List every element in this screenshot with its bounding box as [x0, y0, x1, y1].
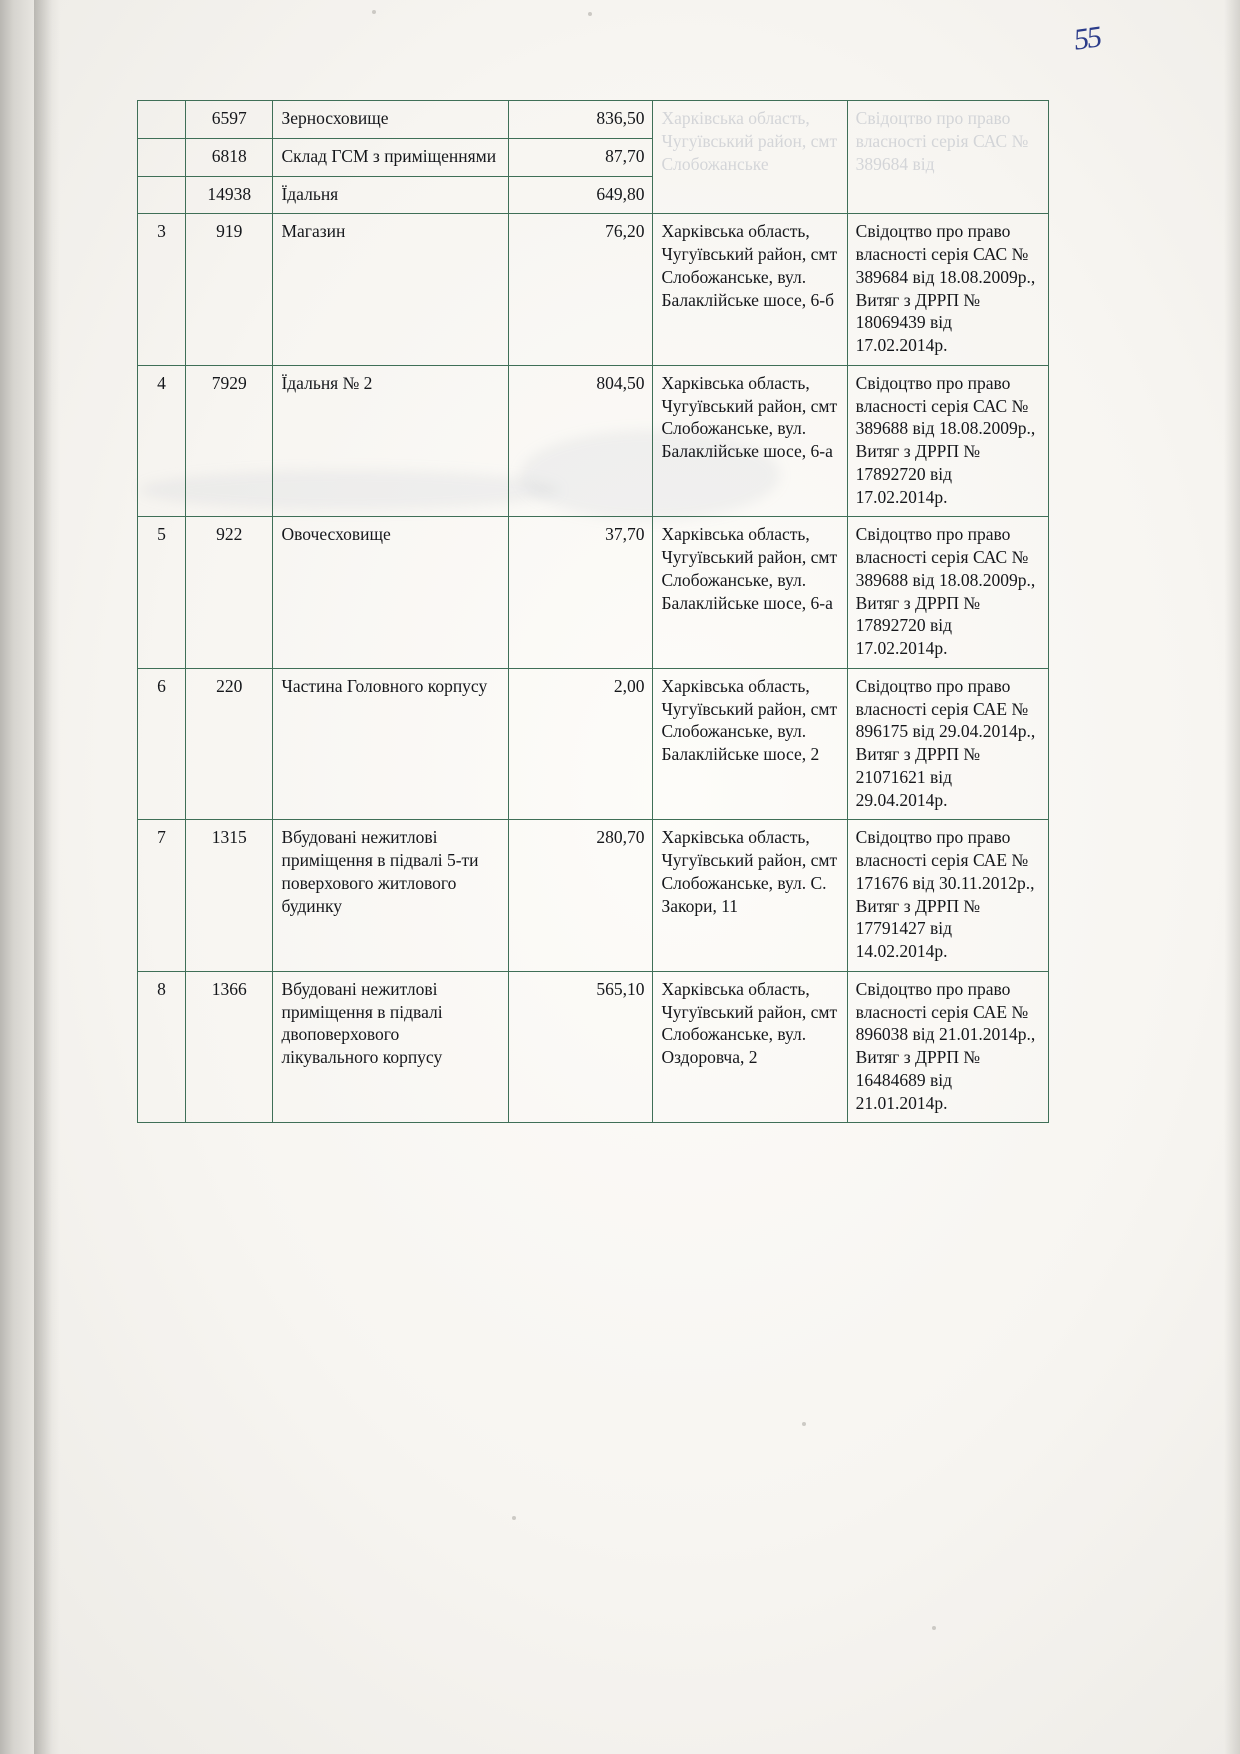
cell-number: 3 [138, 214, 186, 366]
cell-name: Магазин [273, 214, 509, 366]
cell-document: Свідоцтво про право власності серія САС № 389688 від 18.08.2009р., Витяг з ДРРП № 17892720 від 17.02.2014р. [847, 365, 1048, 517]
cell-area: 565,10 [509, 971, 653, 1123]
cell-name: Склад ГСМ з приміщеннями [273, 138, 509, 176]
table-row [138, 820, 1049, 972]
scan-speck [512, 1516, 516, 1520]
cell-number: 6 [138, 668, 186, 820]
cell-name: Зерносховище [273, 101, 509, 139]
cell-name: Їдальня № 2 [273, 365, 509, 517]
cell-document: Свідоцтво про право власності серія САС № 389688 від 18.08.2009р., Витяг з ДРРП № 17892720 від 17.02.2014р. [847, 517, 1048, 669]
scan-speck [588, 12, 592, 16]
scan-speck [802, 1422, 806, 1426]
cell-number: 5 [138, 517, 186, 669]
cell-code: 220 [186, 668, 273, 820]
cell-document: Свідоцтво про право власності серія САЕ № 896175 від 29.04.2014р., Витяг з ДРРП № 21071621 від 29.04.2014р. [847, 668, 1048, 820]
cell-number [138, 101, 186, 139]
cell-code: 6597 [186, 101, 273, 139]
table-row [138, 971, 1049, 1123]
cell-area: 836,50 [509, 101, 653, 139]
cell-area: 280,70 [509, 820, 653, 972]
table-row [138, 214, 1049, 366]
cell-area: 37,70 [509, 517, 653, 669]
property-table [137, 100, 1049, 1123]
cell-number: 7 [138, 820, 186, 972]
cell-number: 4 [138, 365, 186, 517]
cell-document: Свідоцтво про право власності серія САЕ № 896038 від 21.01.2014р., Витяг з ДРРП № 16484689 від 21.01.2014р. [847, 971, 1048, 1123]
scan-speck [372, 10, 376, 14]
cell-document: Свідоцтво про право власності серія САС № 389684 від 18.08.2009р., Витяг з ДРРП № 18069439 від 17.02.2014р. [847, 214, 1048, 366]
binding-shadow [34, 0, 60, 1754]
cell-address: Харківська область, Чугуївський район, смт Слобожанське, вул. С. Закори, 11 [653, 820, 847, 972]
cell-document-merged-ghost: Свідоцтво про право власності серія САС № 389684 від [847, 101, 1048, 214]
cell-address: Харківська область, Чугуївський район, смт Слобожанське, вул. Оздоровча, 2 [653, 971, 847, 1123]
cell-code: 7929 [186, 365, 273, 517]
table-row [138, 365, 1049, 517]
cell-area: 87,70 [509, 138, 653, 176]
table-row [138, 668, 1049, 820]
cell-name: Частина Головного корпусу [273, 668, 509, 820]
cell-document: Свідоцтво про право власності серія САЕ № 171676 від 30.11.2012р., Витяг з ДРРП № 17791427 від 14.02.2014р. [847, 820, 1048, 972]
cell-area: 2,00 [509, 668, 653, 820]
cell-number [138, 176, 186, 214]
table-row [138, 517, 1049, 669]
cell-address-merged-ghost: Харківська область, Чугуївський район, смт Слобожанське [653, 101, 847, 214]
table-row [138, 101, 1049, 139]
cell-name: Вбудовані нежитлові приміщення в підвалі двоповерхового лікувального корпусу [273, 971, 509, 1123]
cell-address: Харківська область, Чугуївський район, смт Слобожанське, вул. Балаклійське шосе, 6-б [653, 214, 847, 366]
cell-code: 6818 [186, 138, 273, 176]
binding-edge [0, 0, 34, 1754]
page-number: 55 [1071, 20, 1103, 57]
scan-speck [932, 1626, 936, 1630]
cell-code: 922 [186, 517, 273, 669]
cell-name: Їдальня [273, 176, 509, 214]
cell-address: Харківська область, Чугуївський район, смт Слобожанське, вул. Балаклійське шосе, 6-а [653, 365, 847, 517]
cell-address: Харківська область, Чугуївський район, смт Слобожанське, вул. Балаклійське шосе, 2 [653, 668, 847, 820]
cell-code: 1366 [186, 971, 273, 1123]
cell-address: Харківська область, Чугуївський район, смт Слобожанське, вул. Балаклійське шосе, 6-а [653, 517, 847, 669]
cell-area: 76,20 [509, 214, 653, 366]
page-right-edge [1224, 0, 1240, 1754]
cell-area: 649,80 [509, 176, 653, 214]
cell-number [138, 138, 186, 176]
cell-code: 1315 [186, 820, 273, 972]
cell-name: Овочесховище [273, 517, 509, 669]
cell-number: 8 [138, 971, 186, 1123]
cell-name: Вбудовані нежитлові приміщення в підвалі 5-ти поверхового житлового будинку [273, 820, 509, 972]
cell-area: 804,50 [509, 365, 653, 517]
cell-code: 14938 [186, 176, 273, 214]
cell-code: 919 [186, 214, 273, 366]
